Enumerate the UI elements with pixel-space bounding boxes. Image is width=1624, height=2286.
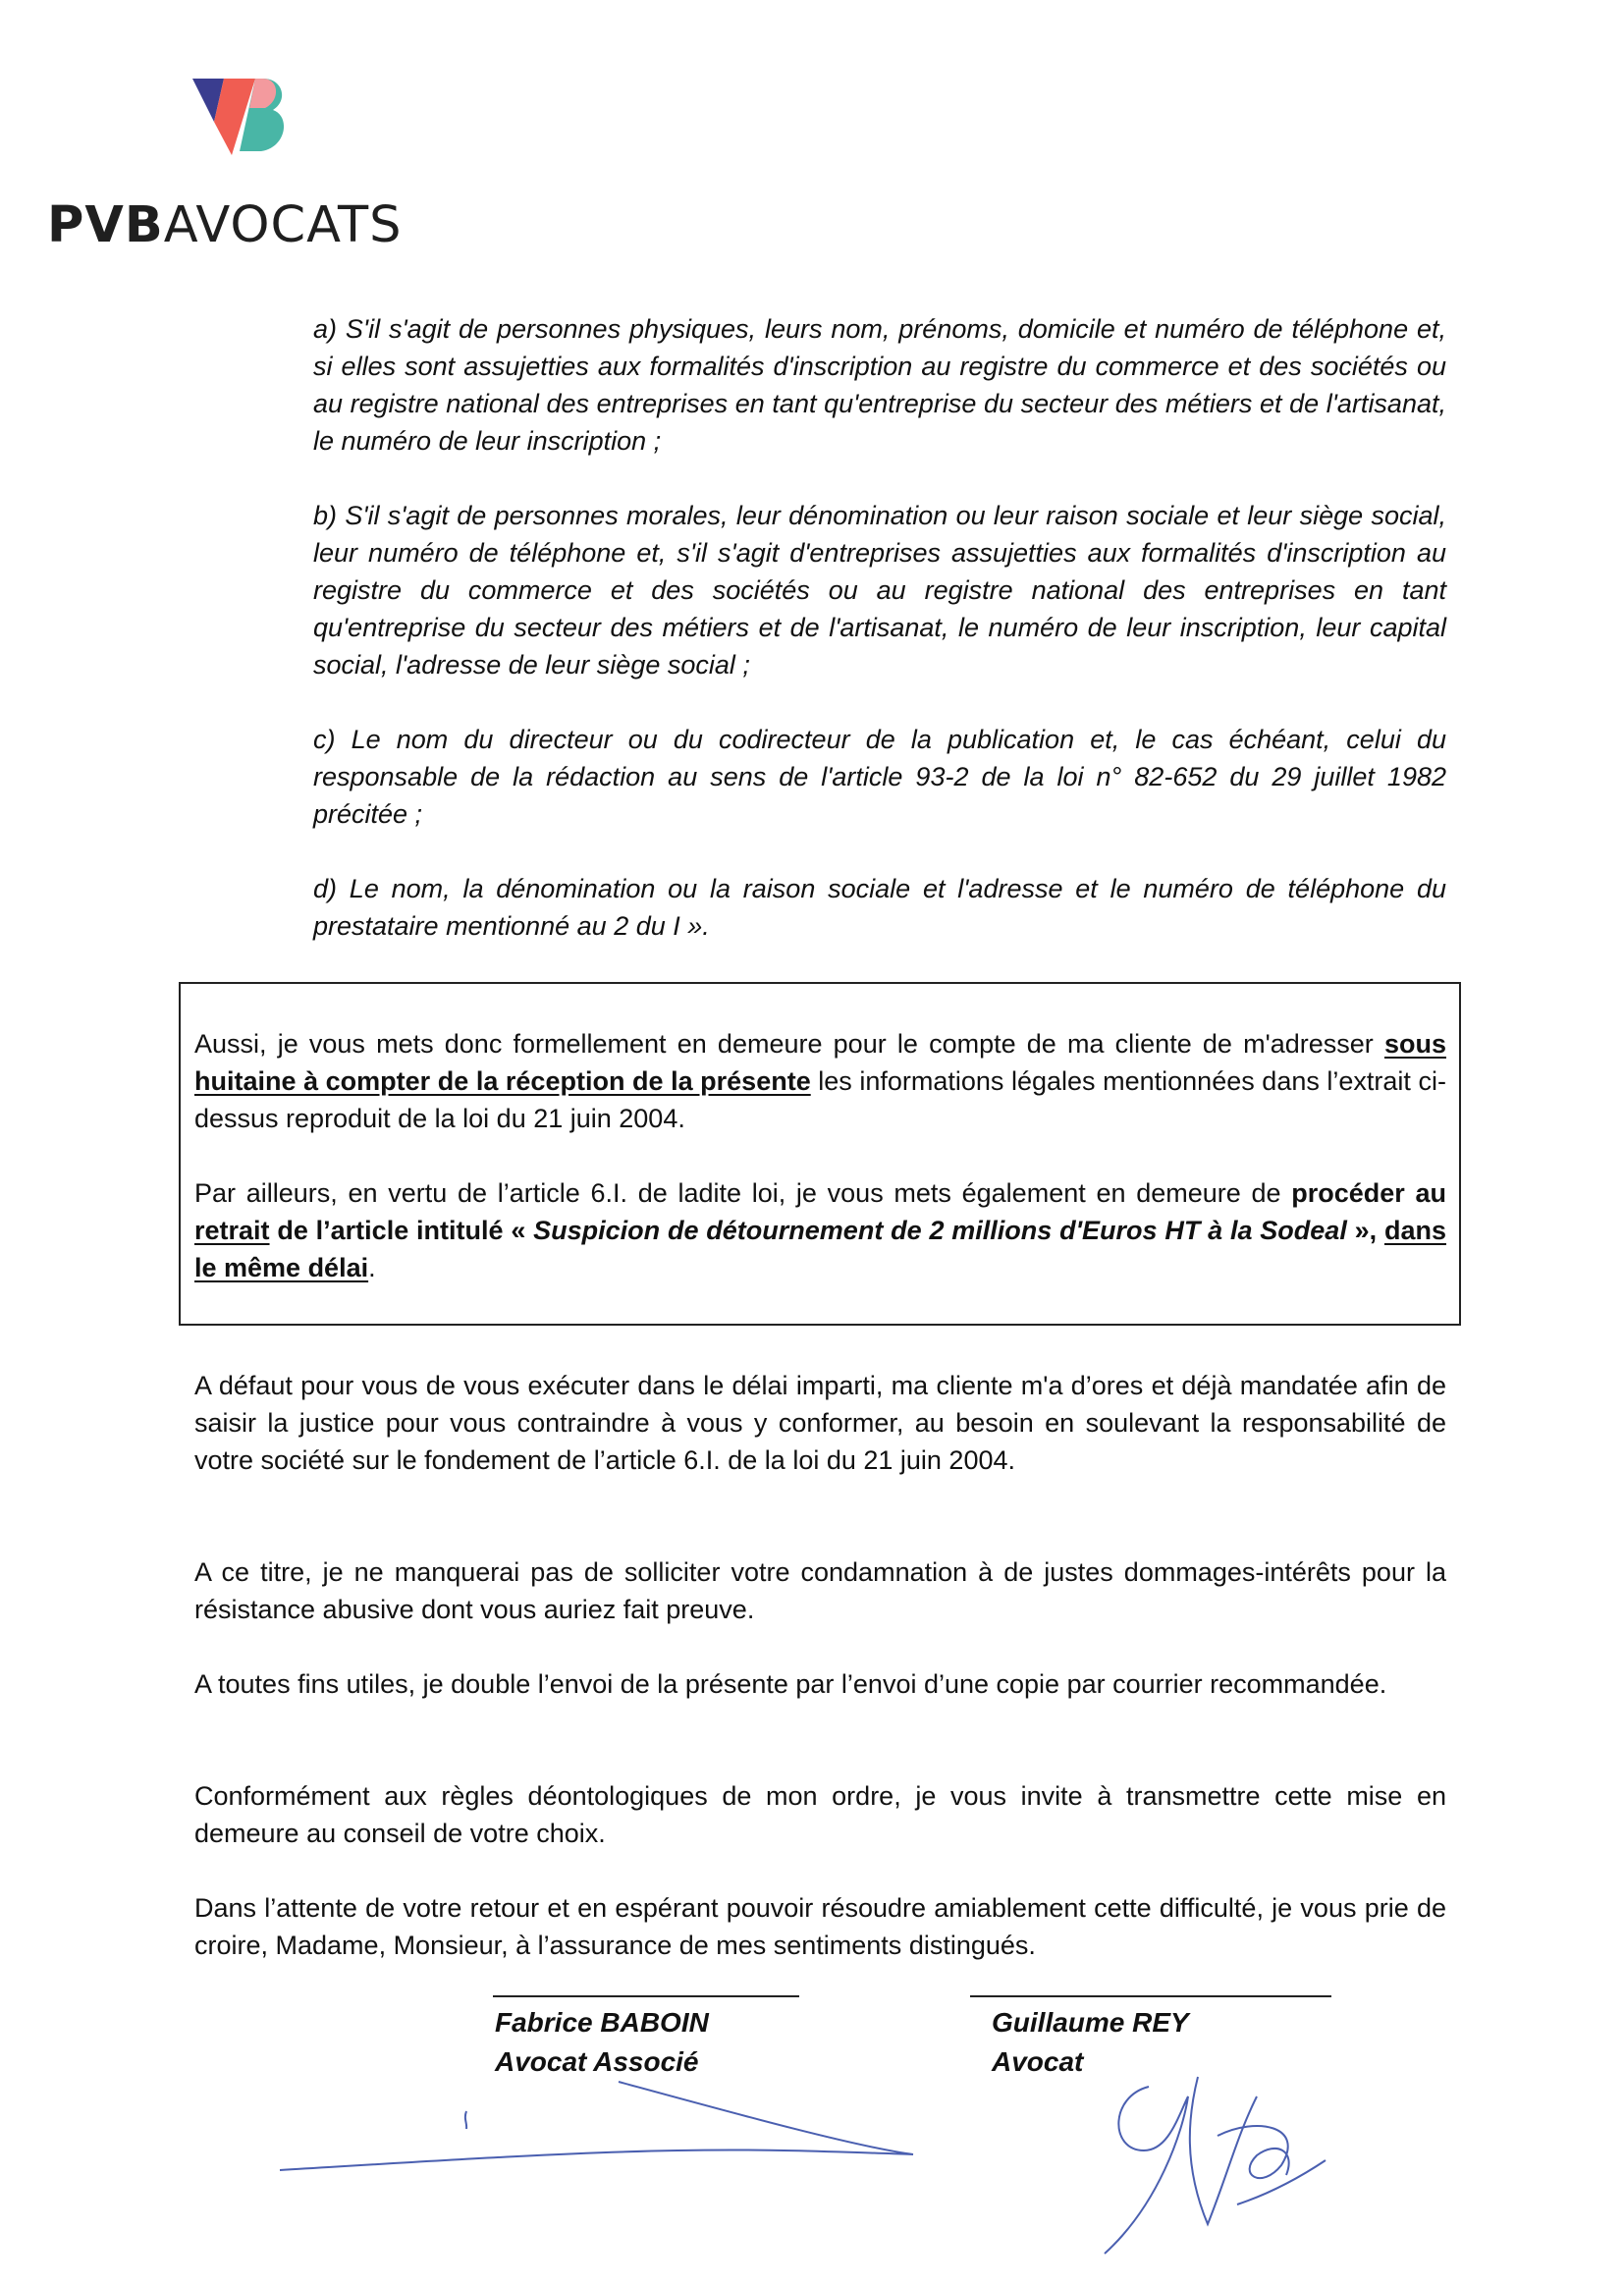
body-paragraph-1: A défaut pour vous de vous exécuter dans le délai imparti, ma cliente m'a d’ores et déjà mandatée afin de saisir la justice pour vous contraindre à vous y conformer, au besoin en soulevant la responsabilité de votre société sur le fondement de l’article 6.I. de la loi du 21 juin 2004. bbox=[194, 1371, 1446, 1475]
signatory-title-right: Avocat bbox=[992, 2046, 1084, 2077]
logo-text-light: AVOCATS bbox=[163, 196, 403, 254]
quoted-law-item-c: c) Le nom du directeur ou du codirecteur de la publication et, le cas échéant, celui du responsable de la rédaction au sens de l'article 93-2 de la loi n° 82-652 du 29 juillet 1982 précitée ; bbox=[313, 725, 1446, 829]
signature-line-left bbox=[493, 1995, 799, 1997]
notice-paragraph-1 bbox=[194, 1025, 1446, 1137]
notice-withdrawal-emphasis: retrait bbox=[194, 1216, 270, 1245]
signature-line-right bbox=[970, 1995, 1331, 1997]
logo-wordmark bbox=[47, 196, 403, 254]
notice-p2-bold-1: procéder au bbox=[1291, 1178, 1446, 1208]
handwritten-signature-left bbox=[265, 2072, 933, 2180]
signatory-name-right: Guillaume REY bbox=[992, 2007, 1189, 2038]
body-paragraph-5: Dans l’attente de votre retour et en espérant pouvoir résoudre amiablement cette difficulté, je vous prie de croire, Madame, Monsieur, à l’assurance de mes sentiments distingués. bbox=[194, 1893, 1446, 1960]
quoted-law-item-a: a) S'il s'agit de personnes physiques, leurs nom, prénoms, domicile et numéro de téléphone et, si elles sont assujetties aux formalités d'inscription au registre du commerce et des sociétés ou au registre national des entreprises en tant qu'entreprise du secteur des métiers et de l'artisanat, le numéro de leur inscription ; bbox=[313, 314, 1446, 456]
notice-p2-bold-2: de l’article intitulé « bbox=[269, 1216, 534, 1245]
article-title: Suspicion de détournement de 2 millions d'Euros HT à la Sodeal bbox=[533, 1216, 1347, 1245]
body-paragraph-3: A toutes fins utiles, je double l’envoi de la présente par l’envoi d’une copie par courrier recommandée. bbox=[194, 1669, 1387, 1699]
body-paragraph-4: Conformément aux règles déontologiques de mon ordre, je vous invite à transmettre cette mise en demeure au conseil de votre choix. bbox=[194, 1781, 1446, 1848]
quoted-law-item-b: b) S'il s'agit de personnes morales, leur dénomination ou leur raison sociale et leur siège social, leur numéro de téléphone et, s'il s'agit d'entreprises assujetties aux formalités d'inscription au registre du commerce et des sociétés ou au registre national des entreprises en tant qu'entreprise du secteur des métiers et de l'artisanat, le numéro de leur inscription, leur capital social, l'adresse de leur siège social ; bbox=[313, 501, 1446, 680]
notice-p2-start: Par ailleurs, en vertu de l’article 6.I. de ladite loi, je vous mets également en demeure de bbox=[194, 1178, 1292, 1208]
notice-deadline-emphasis: sous huitaine à compter de la réception de la présente bbox=[194, 1029, 1446, 1096]
notice-p2-bold-3: », bbox=[1346, 1216, 1384, 1245]
logo-text-bold: PVB bbox=[47, 196, 164, 254]
notice-paragraph-2 bbox=[194, 1174, 1446, 1286]
pvb-logo-mark-icon bbox=[192, 71, 291, 159]
notice-p1-end: les informations légales mentionnées dans l’extrait ci-dessus reproduit de la loi du 21 juin 2004. bbox=[194, 1066, 1446, 1133]
notice-p1-start: Aussi, je vous mets donc formellement en demeure pour le compte de ma cliente de m'adresser bbox=[194, 1029, 1384, 1059]
handwritten-signature-right bbox=[1090, 2057, 1345, 2263]
signatory-title-left: Avocat Associé bbox=[495, 2046, 699, 2077]
notice-same-delay-emphasis: dans le même délai bbox=[194, 1216, 1446, 1282]
pvb-avocats-logo bbox=[47, 71, 440, 257]
body-paragraph-2: A ce titre, je ne manquerai pas de solliciter votre condamnation à de justes dommages-intérêts pour la résistance abusive dont vous auriez fait preuve. bbox=[194, 1557, 1446, 1624]
notice-p2-end: . bbox=[368, 1253, 376, 1282]
quoted-law-item-d: d) Le nom, la dénomination ou la raison sociale et l'adresse et le numéro de téléphone du prestataire mentionné au 2 du I ». bbox=[313, 874, 1446, 941]
signatory-name-left: Fabrice BABOIN bbox=[495, 2007, 709, 2038]
